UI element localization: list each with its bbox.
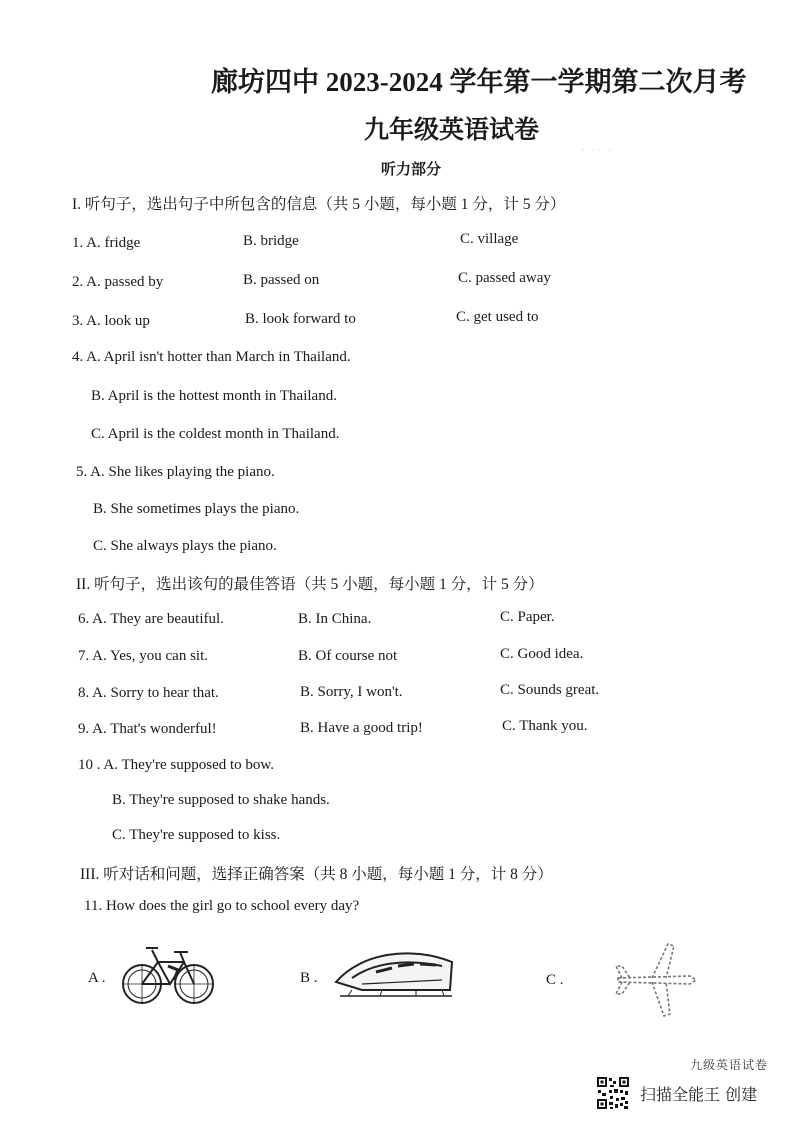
q11-label-b: B .	[300, 970, 318, 986]
q4-option-b: B. April is the hottest month in Thailand.	[91, 388, 337, 404]
q4-option-a: 4. A. April isn't hotter than March in Thailand.	[72, 349, 351, 365]
q5-option-a: 5. A. She likes playing the piano.	[76, 464, 275, 480]
exam-title: 廊坊四中 2023-2024 学年第一学期第二次月考	[211, 67, 747, 97]
q5-option-c: C. She always plays the piano.	[93, 538, 277, 554]
q7-option-a: 7. A. Yes, you can sit.	[78, 648, 209, 664]
section-2-heading: II. 听句子，选出该句的最佳答语（共 5 小题，每小题 1 分，计 5 分）	[76, 576, 544, 593]
q8-option-a: 8. A. Sorry to hear that.	[78, 685, 219, 701]
q1-option-a: 1. A. fridge	[72, 235, 141, 251]
bicycle-icon	[118, 936, 218, 1010]
q2-option-b: B. passed on	[243, 272, 320, 288]
q1-option-b: B. bridge	[243, 233, 299, 249]
scanner-watermark: 扫描全能王 创建	[640, 1085, 758, 1104]
qr-code-icon	[596, 1076, 630, 1110]
q1-option-c: C. village	[460, 231, 519, 247]
q11-question: 11. How does the girl go to school every day?	[84, 898, 360, 914]
q10-option-b: B. They're supposed to shake hands.	[112, 792, 330, 808]
q6-option-c: C. Paper.	[500, 609, 555, 625]
q3-option-c: C. get used to	[456, 309, 539, 325]
q6-option-b: B. In China.	[298, 611, 372, 627]
q8-option-c: C. Sounds great.	[500, 682, 600, 698]
q9-option-c: C. Thank you.	[502, 718, 588, 734]
q6-option-a: 6. A. They are beautiful.	[78, 611, 224, 627]
q5-option-b: B. She sometimes plays the piano.	[93, 501, 300, 517]
q7-option-b: B. Of course not	[298, 648, 398, 664]
q10-option-c: C. They're supposed to kiss.	[112, 827, 281, 843]
scan-noise: · ·· ·	[580, 146, 613, 156]
q11-label-a: A .	[88, 970, 106, 986]
q4-option-c: C. April is the coldest month in Thailand.	[91, 426, 340, 442]
q2-option-c: C. passed away	[458, 270, 551, 286]
q9-option-b: B. Have a good trip!	[300, 720, 423, 736]
part-heading: 听力部分	[381, 162, 442, 178]
exam-subtitle: 九年级英语试卷	[364, 117, 540, 144]
q3-option-a: 3. A. look up	[72, 313, 150, 329]
section-3-heading: III. 听对话和问题，选择正确答案（共 8 小题，每小题 1 分，计 8 分）	[80, 866, 553, 883]
q7-option-c: C. Good idea.	[500, 646, 584, 662]
footer-page-label: 九级英语试卷	[690, 1058, 769, 1072]
train-icon	[332, 944, 456, 1004]
q8-option-b: B. Sorry, I won't.	[300, 684, 403, 700]
airplane-icon	[612, 936, 698, 1020]
q3-option-b: B. look forward to	[245, 311, 356, 327]
q2-option-a: 2. A. passed by	[72, 274, 164, 290]
q11-label-c: C .	[546, 972, 564, 988]
section-1-heading: I. 听句子，选出句子中所包含的信息（共 5 小题，每小题 1 分，计 5 分）	[72, 196, 566, 213]
q10-option-a: 10 . A. They're supposed to bow.	[78, 757, 275, 773]
q9-option-a: 9. A. That's wonderful!	[78, 721, 217, 737]
